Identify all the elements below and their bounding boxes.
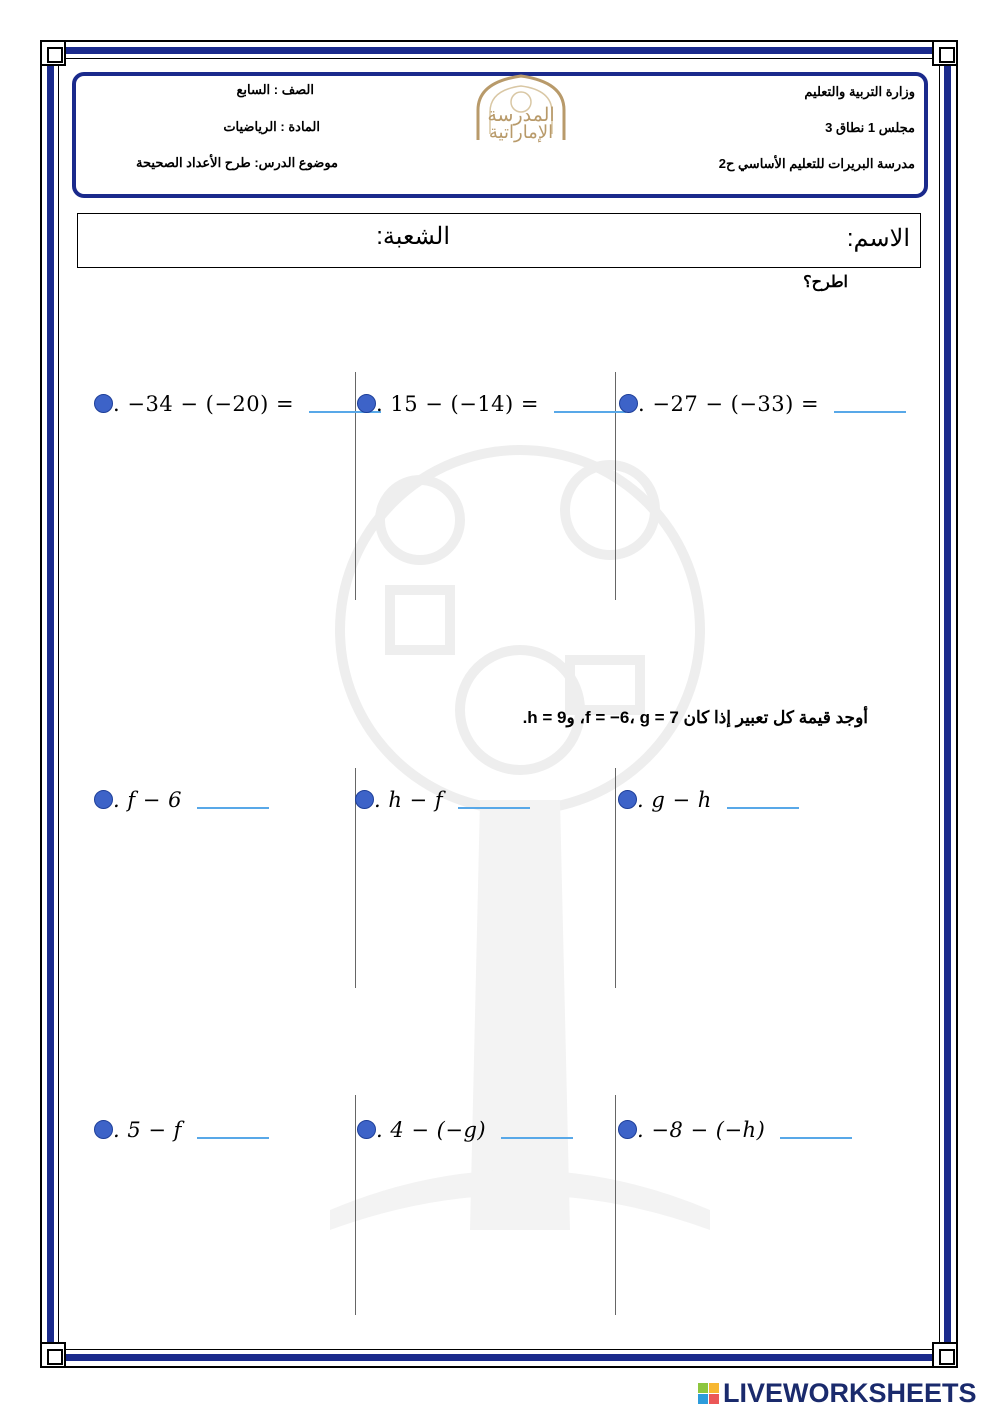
council-line: مجلس 1 نطاق 3	[825, 120, 915, 135]
exercise-2: . h − f	[355, 788, 530, 812]
bullet-dot-icon	[94, 1120, 113, 1139]
brand-text: LIVEWORKSHEETS	[723, 1377, 977, 1408]
bullet-dot-icon	[94, 394, 113, 413]
exercise-26: . 15 − (−14) =	[357, 392, 626, 416]
bullet-dot-icon	[619, 394, 638, 413]
instruction-evaluate: أوجد قيمة كل تعبير إذا كان f = −6، g = 7، وh = 9.	[522, 708, 868, 727]
expression: h − f	[388, 788, 444, 812]
expression: 4 − (−g)	[390, 1118, 487, 1142]
bullet-dot-icon	[94, 790, 113, 809]
column-divider	[615, 1095, 616, 1315]
school-logo-icon	[468, 74, 574, 144]
school-line: مدرسة البريرات للتعليم الأساسي ح2	[718, 156, 915, 171]
bullet-dot-icon	[355, 790, 374, 809]
expression: −8 − (−h)	[651, 1118, 766, 1142]
logo-text-top: المدرسة	[487, 105, 555, 126]
lesson-topic-line: موضوع الدرس: طرح الأعداد الصحيحة	[136, 155, 338, 170]
exercise-25: . −34 − (−20) =	[94, 392, 381, 416]
bullet-dot-icon	[618, 1120, 637, 1139]
bullet-dot-icon	[357, 394, 376, 413]
bullet-dot-icon	[618, 790, 637, 809]
answer-field[interactable]	[834, 397, 906, 413]
exercise-6: . −8 − (−h)	[618, 1118, 852, 1142]
answer-field[interactable]	[780, 1123, 852, 1139]
answer-field[interactable]	[501, 1123, 573, 1139]
answer-field[interactable]	[197, 793, 269, 809]
expression: g − h	[651, 788, 712, 812]
bullet-dot-icon	[357, 1120, 376, 1139]
liveworksheets-logo[interactable]	[698, 1378, 977, 1408]
student-info-box	[77, 213, 921, 268]
answer-field[interactable]	[197, 1123, 269, 1139]
exercise-27: . −27 − (−33) =	[619, 392, 906, 416]
corner-ornament-icon	[40, 40, 66, 66]
expression: −34 − (−20) =	[127, 392, 295, 416]
exercise-3: . g − h	[618, 788, 799, 812]
subject-line: المادة : الرياضيات	[223, 119, 320, 134]
column-divider	[355, 1095, 356, 1315]
expression: −27 − (−33) =	[652, 392, 820, 416]
column-divider	[615, 768, 616, 988]
section-label: الشعبة:	[376, 223, 450, 250]
grade-line: الصف : السابع	[236, 82, 314, 97]
corner-ornament-icon	[932, 40, 958, 66]
exercise-1: . f − 6	[94, 788, 269, 812]
expression: 5 − f	[127, 1118, 182, 1142]
answer-field[interactable]	[458, 793, 530, 809]
corner-ornament-icon	[932, 1342, 958, 1368]
answer-field[interactable]	[727, 793, 799, 809]
exercise-4: . 5 − f	[94, 1118, 269, 1142]
liveworksheets-logo-icon	[698, 1383, 719, 1404]
ministry-line: وزارة التربية والتعليم	[804, 84, 915, 99]
instruction-subtract: اطرح؟	[803, 274, 848, 291]
name-label: الاسم:	[846, 225, 910, 252]
corner-ornament-icon	[40, 1342, 66, 1368]
expression: f − 6	[127, 788, 182, 812]
logo-text-bottom: الإماراتية	[488, 122, 554, 142]
expression: 15 − (−14) =	[390, 392, 540, 416]
exercise-5: . 4 − (−g)	[357, 1118, 573, 1142]
answer-field[interactable]	[554, 397, 626, 413]
